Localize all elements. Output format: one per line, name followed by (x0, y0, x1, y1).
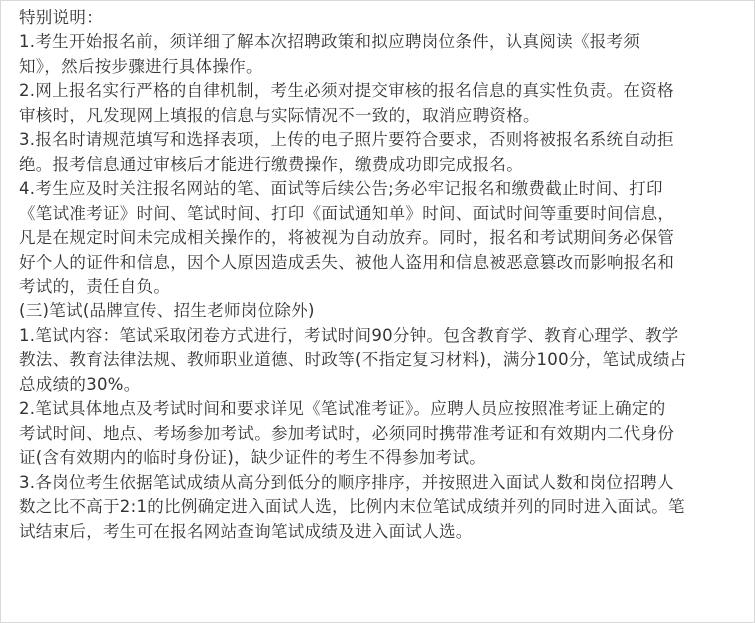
paragraph-line: 4.考生应及时关注报名网站的笔、面试等后续公告;务必牢记报名和缴费截止时间、打印 (19, 179, 663, 199)
paragraph-line: 《笔试准考证》时间、笔试时间、打印《面试通知单》时间、面试时间等重要时间信息， (19, 203, 675, 223)
paragraph-line: 知》，然后按步骤进行具体操作。 (19, 56, 263, 76)
paragraph-line: 1.笔试内容：笔试采取闭卷方式进行，考试时间90分钟。包含教育学、教育心理学、教学 (19, 325, 679, 345)
paragraph-line: 证(含有效期内的临时身份证)，缺少证件的考生不得参加考试。 (19, 448, 487, 468)
section-heading: (三)笔试(品牌宣传、招生老师岗位除外) (19, 301, 315, 321)
paragraph-line: 1.考生开始报名前，须详细了解本次招聘政策和拟应聘岗位条件，认真阅读《报考须 (19, 32, 641, 52)
section-heading: 特别说明： (19, 8, 103, 27)
paragraph-line: 教法、教育法律法规、教师职业道德、时政等(不指定复习材料)，满分100分，笔试成绩占 (19, 350, 687, 370)
paragraph-line: 2.网上报名实行严格的自律机制，考生必须对提交审核的报名信息的真实性负责。在资格 (19, 81, 674, 101)
paragraph-line: 绝。报考信息通过审核后才能进行缴费操作，缴费成功即完成报名。 (19, 154, 523, 174)
paragraph-line: 2.笔试具体地点及考试时间和要求详见《笔试准考证》。应聘人员应按照准考证上确定的 (19, 399, 666, 419)
paragraph-line: 3.报名时请规范填写和选择表项，上传的电子照片要符合要求，否则将被报名系统自动拒 (19, 130, 674, 150)
paragraph-line: 好个人的证件和信息，因个人原因造成丢失、被他人盗用和信息被恶意篡改而影响报名和 (19, 252, 675, 272)
paragraph-line: 考试的，责任自负。 (19, 276, 171, 296)
paragraph-line: 审核时，凡发现网上填报的信息与实际情况不一致的，取消应聘资格。 (19, 105, 540, 125)
paragraph-line: 试结束后，考生可在报名网站查询笔试成绩及进入面试人选。 (19, 521, 473, 541)
paragraph-line: 3.各岗位考生依据笔试成绩从高分到低分的顺序排序，并按照进入面试人数和岗位招聘人 (19, 472, 674, 492)
paragraph-line: 数之比不高于2:1的比例确定进入面试人选，比例内末位笔试成绩并列的同时进入面试。笔 (19, 497, 685, 517)
paragraph-line: 考试时间、地点、考场参加考试。参加考试时，必须同时携带准考证和有效期内二代身份 (19, 423, 675, 443)
paragraph-line: 凡是在规定时间未完成相关操作的，将被视为自动放弃。同时，报名和考试期间务必保管 (19, 228, 675, 248)
paragraph-line: 总成绩的30%。 (19, 374, 141, 394)
